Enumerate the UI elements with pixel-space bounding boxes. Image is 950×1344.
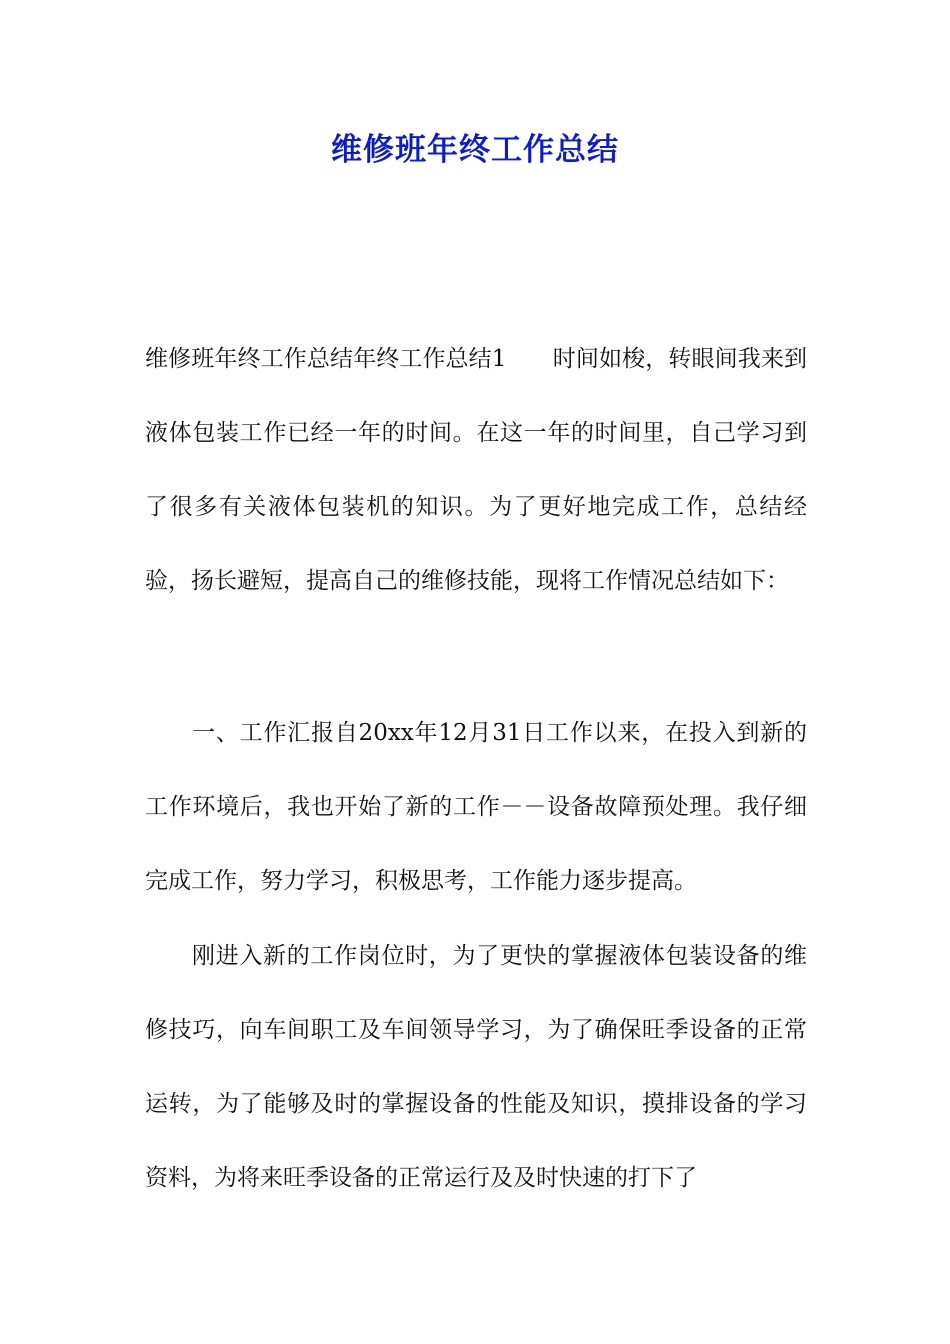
paragraph-text: 一、工作汇报自20xx年12月31日工作以来，在投入到新的工作环境后，我也开始了新的工作－－设备故障预处理。我仔细完成工作，努力学习，积极思考，工作能力逐步提高。 [145, 720, 807, 894]
paragraph-section-one [145, 696, 807, 918]
paragraph-text: 维修班年终工作总结年终工作总结1 时间如梭，转眼间我来到液体包装工作已经一年的时间。在这一年的时间里，自己学习到了很多有关液体包装机的知识。为了更好地完成工作，总结经验，扬长避短，提高自己的维修技能，现将工作情况总结如下： [145, 346, 807, 594]
paragraph-intro [145, 322, 807, 618]
paragraph-new-position [145, 919, 807, 1215]
paragraph-text: 刚进入新的工作岗位时，为了更快的掌握液体包装设备的维修技巧，向车间职工及车间领导学习，为了确保旺季设备的正常运转，为了能够及时的掌握设备的性能及知识，摸排设备的学习资料，为将来旺季设备的正常运行及及时快速的打下了 [145, 943, 807, 1191]
document-title: 维修班年终工作总结 [331, 132, 619, 168]
